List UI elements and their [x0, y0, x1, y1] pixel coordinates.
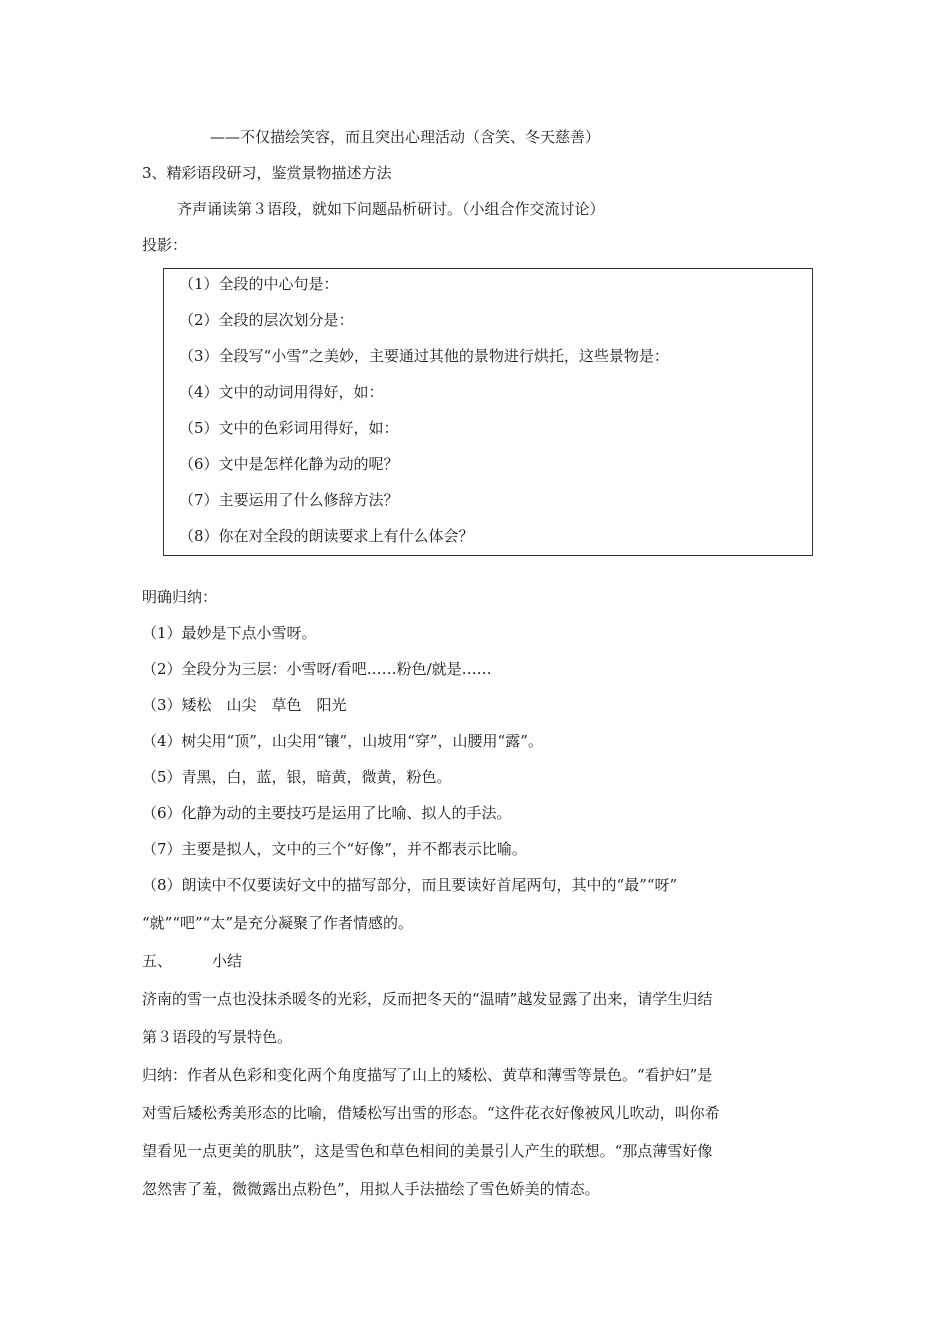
question-item: （3）全段写“小雪”之美妙，主要通过其他的景物进行烘托，这些景物是： — [179, 347, 669, 365]
question-item: （4）文中的动词用得好，如： — [179, 383, 384, 401]
question-item: （6）文中是怎样化静为动的呢？ — [179, 455, 399, 473]
intro-line: ——不仅描绘笑容，而且突出心理活动（含笑、冬天慈善） — [210, 128, 601, 146]
answer-item: （8）朗读中不仅要读好文中的描写部分，而且要读好首尾两句，其中的“最”“呀” — [142, 876, 678, 894]
section5-number: 五、 — [142, 952, 173, 970]
question-item: （5）文中的色彩词用得好，如： — [179, 419, 399, 437]
section3-heading: 3、精彩语段研习，鉴赏景物描述方法 — [142, 164, 392, 182]
questions-box — [163, 268, 813, 556]
answer-item-continued: “就”“吧”“太”是充分凝聚了作者情感的。 — [142, 914, 414, 932]
answer-item: （5）青黑，白，蓝，银，暗黄，微黄，粉色。 — [142, 768, 452, 786]
conclusion-line: 忽然害了羞，微微露出点粉色”，用拟人手法描绘了雪色娇美的情态。 — [142, 1180, 600, 1198]
answer-item: （2）全段分为三层：小雪呀/看吧……粉色/就是…… — [142, 660, 492, 678]
answer-item: （6）化静为动的主要技巧是运用了比喻、拟人的手法。 — [142, 804, 512, 822]
conclusion-line: 归纳：作者从色彩和变化两个角度描写了山上的矮松、黄草和薄雪等景色。“看护妇”是 — [142, 1066, 713, 1084]
question-item: （7）主要运用了什么修辞方法？ — [179, 491, 399, 509]
question-item: （1）全段的中心句是： — [179, 275, 339, 293]
answer-item: （7）主要是拟人，文中的三个“好像”，并不都表示比喻。 — [142, 840, 527, 858]
question-item: （8）你在对全段的朗读要求上有什么体会？ — [179, 527, 474, 545]
section5-title: 小结 — [212, 952, 243, 970]
summary-line: 第３语段的写景特色。 — [142, 1028, 293, 1046]
question-item: （2）全段的层次划分是： — [179, 311, 354, 329]
answer-item: （1）最妙是下点小雪呀。 — [142, 624, 317, 642]
instruction-text: 齐声诵读第３语段，就如下问题品析研讨。（小组合作交流讨论） — [177, 200, 605, 218]
answers-label: 明确归纳： — [142, 588, 218, 606]
conclusion-line: 对雪后矮松秀美形态的比喻，借矮松写出雪的形态。“这件花衣好像被风儿吹动，叫你希 — [142, 1104, 720, 1122]
summary-line: 济南的雪一点也没抹杀暖冬的光彩，反而把冬天的“温晴”越发显露了出来，请学生归结 — [142, 990, 713, 1008]
answer-item: （4）树尖用“顶”，山尖用“镶”，山坡用“穿”，山腰用“露”。 — [142, 732, 543, 750]
conclusion-line: 望看见一点更美的肌肤”，这是雪色和草色相间的美景引人产生的联想。“那点薄雪好像 — [142, 1142, 713, 1160]
answer-item: （3）矮松 山尖 草色 阳光 — [142, 696, 347, 714]
projection-label: 投影： — [142, 236, 188, 254]
